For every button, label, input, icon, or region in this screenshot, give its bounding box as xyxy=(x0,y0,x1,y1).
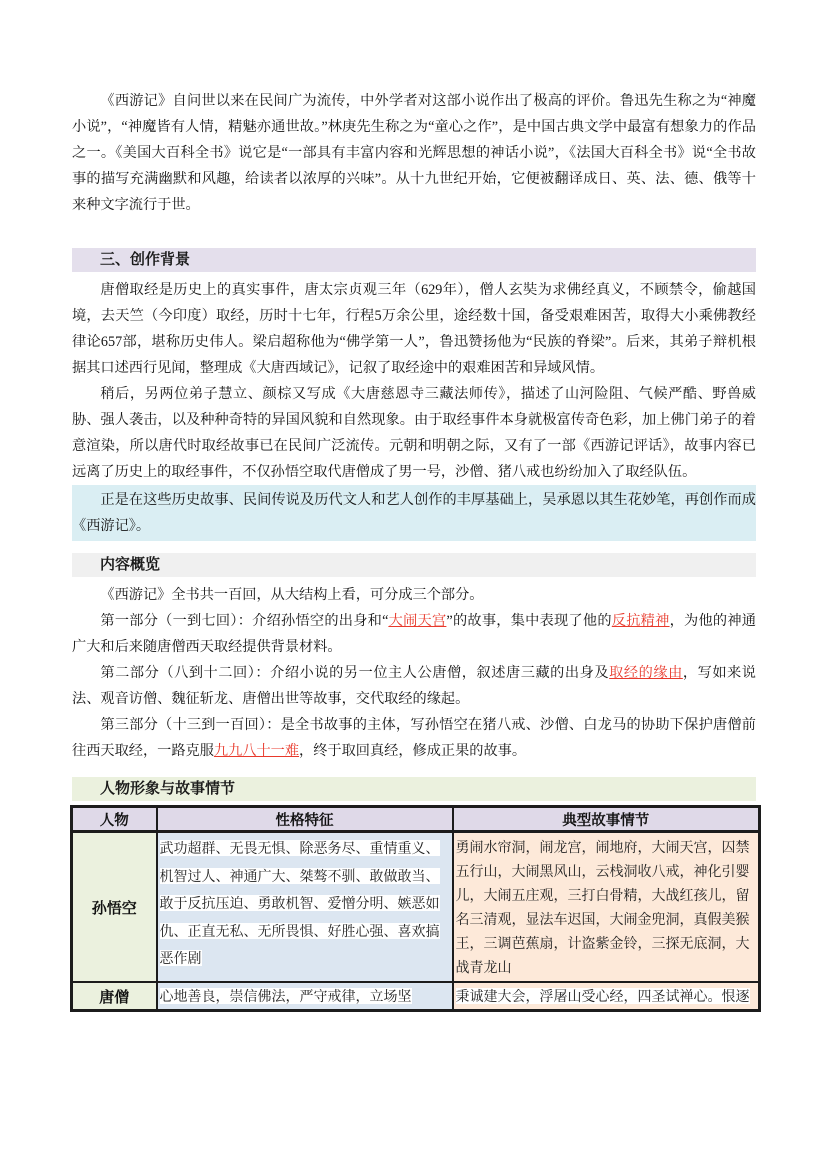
section-heading-content-overview xyxy=(72,553,756,577)
character-table xyxy=(70,805,761,1012)
part3-text: 第三部分（十三到一百回）：是全书故事的主体，写孙悟空在猪八戒、沙僧、白龙马的协助下保护唐僧前往西天取经，一路克服 xyxy=(72,717,756,759)
red-keyword-fankang-jingshen: 反抗精神 xyxy=(611,613,670,629)
stories-text: 秉诚建大会，浮屠山受心经，四圣试禅心。恨逐 xyxy=(455,988,750,1004)
paragraph-highlighted-conclusion: 正是在这些历史故事、民间传说及历代文人和艺人创作的丰厚基础上，吴承恩以其生花妙笔，再创作而成《西游记》。 xyxy=(72,485,756,541)
part2-text: 第二部分（八到十二回）：介绍小说的另一位主人公唐僧，叙述唐三藏的出身及 xyxy=(100,665,610,681)
paragraph-part2 xyxy=(72,660,756,712)
red-keyword-danao-tiangong: 大闹天宫 xyxy=(388,613,447,629)
stories-text: 勇闹水帘洞，闹龙宫，闹地府，大闹天宫，囚禁五行山，大闹黑风山，云栈洞收八戒，神化引婴儿，大闹五庄观，三打白骨精，大战红孩儿，留名三清观，显法车迟国，大闹金兜洞，真假美猴王，三调芭蕉扇，计盗紫金铃，三探无底洞，大战青龙山 xyxy=(455,839,750,975)
red-keyword-qujing-yuanyou: 取经的缘由 xyxy=(609,665,683,681)
paragraph-part1 xyxy=(72,608,756,660)
part1-text: ，为他的神通广大和后来随唐僧西天取经提供背景材料。 xyxy=(72,613,756,655)
table-row-tangseng xyxy=(72,982,760,1011)
part2-text: ，写如来说法、观音访僧、魏征斩龙、唐僧出世等故事，交代取经的缘起。 xyxy=(72,665,756,707)
paragraph-part3 xyxy=(72,712,756,764)
column-header-stories: 典型故事情节 xyxy=(453,807,760,832)
part1-text: 第一部分（一到七回）：介绍孙悟空的出身和“ xyxy=(100,613,389,629)
paragraph-intro: 《西游记》自问世以来在民间广为流传，中外学者对这部小说作出了极高的评价。鲁迅先生称之为“神魔小说”，“神魔皆有人情，精魅亦通世故。”林庚先生称之为“童心之作”，是中国古典文学中最富有想象力的作品之一。《美国大百科全书》说它是“一部具有丰富内容和光辉思想的神话小说”，《法国大百科全书》说“全书故事的描写充满幽默和风趣，给读者以浓厚的兴味”。从十九世纪开始，它便被翻译成日、英、法、德、俄等十来种文字流行于世。 xyxy=(72,93,756,213)
table-header-row xyxy=(72,807,760,832)
red-keyword-81-nan: 九九八十一难 xyxy=(213,743,300,759)
table-row-sunwukong xyxy=(72,832,760,983)
column-header-character: 人物 xyxy=(72,807,157,832)
paragraph-background-2: 稍后，另两位弟子慧立、颜棕又写成《大唐慈恩寺三藏法师传》，描述了山河险阻、气候严酷、野兽威胁、强人袭击，以及种种奇特的异国风貌和自然现象。由于取经事件本身就极富传奇色彩，加上佛门弟子的着意渲染，所以唐代时取经故事已在民间广泛流传。元朝和明朝之际，又有了一部《西游记评话》，故事内容已远离了历史上的取经事件，不仅孙悟空取代唐僧成了男一号，沙僧、猪八戒也纷纷加入了取经队伍。 xyxy=(72,386,756,480)
character-stories-cell xyxy=(453,832,760,983)
character-stories-cell xyxy=(453,982,760,1011)
column-header-traits: 性格特征 xyxy=(157,807,453,832)
document-content xyxy=(72,88,756,1012)
character-name-cell: 唐僧 xyxy=(72,982,157,1011)
traits-text: 武功超群、无畏无惧、除恶务尽、重情重义、机智过人、神通广大、桀骜不驯、敢做敢当、敢于反抗压迫、勇敢机智、爱憎分明、嫉恶如仇、正直无私、无所畏惧、好胜心强、喜欢搞恶作剧 xyxy=(159,840,440,966)
section-heading-text: 人物形象与故事情节 xyxy=(100,780,236,797)
traits-text: 心地善良，崇信佛法，严守戒律，立场坚 xyxy=(159,988,412,1004)
section-heading-characters xyxy=(72,777,756,801)
section-heading-creation-background xyxy=(72,248,756,272)
paragraph-background-1: 唐僧取经是历史上的真实事件，唐太宗贞观三年（629年），僧人玄奘为求佛经真义，不顾禁令，偷越国境，去天竺（今印度）取经，历时十七年，行程5万余公里，途经数十国，备受艰难困苦，取得大小乘佛教经律论657部，堪称历史伟人。梁启超称他为“佛学第一人”，鲁迅赞扬他为“民族的脊梁”。后来，其弟子辩机根据其口述西行见闻，整理成《大唐西域记》，记叙了取经途中的艰难困苦和异域风情。 xyxy=(72,282,756,376)
part3-text: ，终于取回真经，修成正果的故事。 xyxy=(299,743,527,759)
character-traits-cell xyxy=(157,982,453,1011)
character-traits-cell xyxy=(157,832,453,983)
character-name-cell: 孙悟空 xyxy=(72,832,157,983)
paragraph-overview-lead: 《西游记》全书共一百回，从大结构上看，可分成三个部分。 xyxy=(100,587,484,603)
section-heading-text: 三、创作背景 xyxy=(100,251,191,268)
section-heading-text: 内容概览 xyxy=(100,556,161,573)
part1-text: ”的故事，集中表现了他的 xyxy=(446,613,612,629)
